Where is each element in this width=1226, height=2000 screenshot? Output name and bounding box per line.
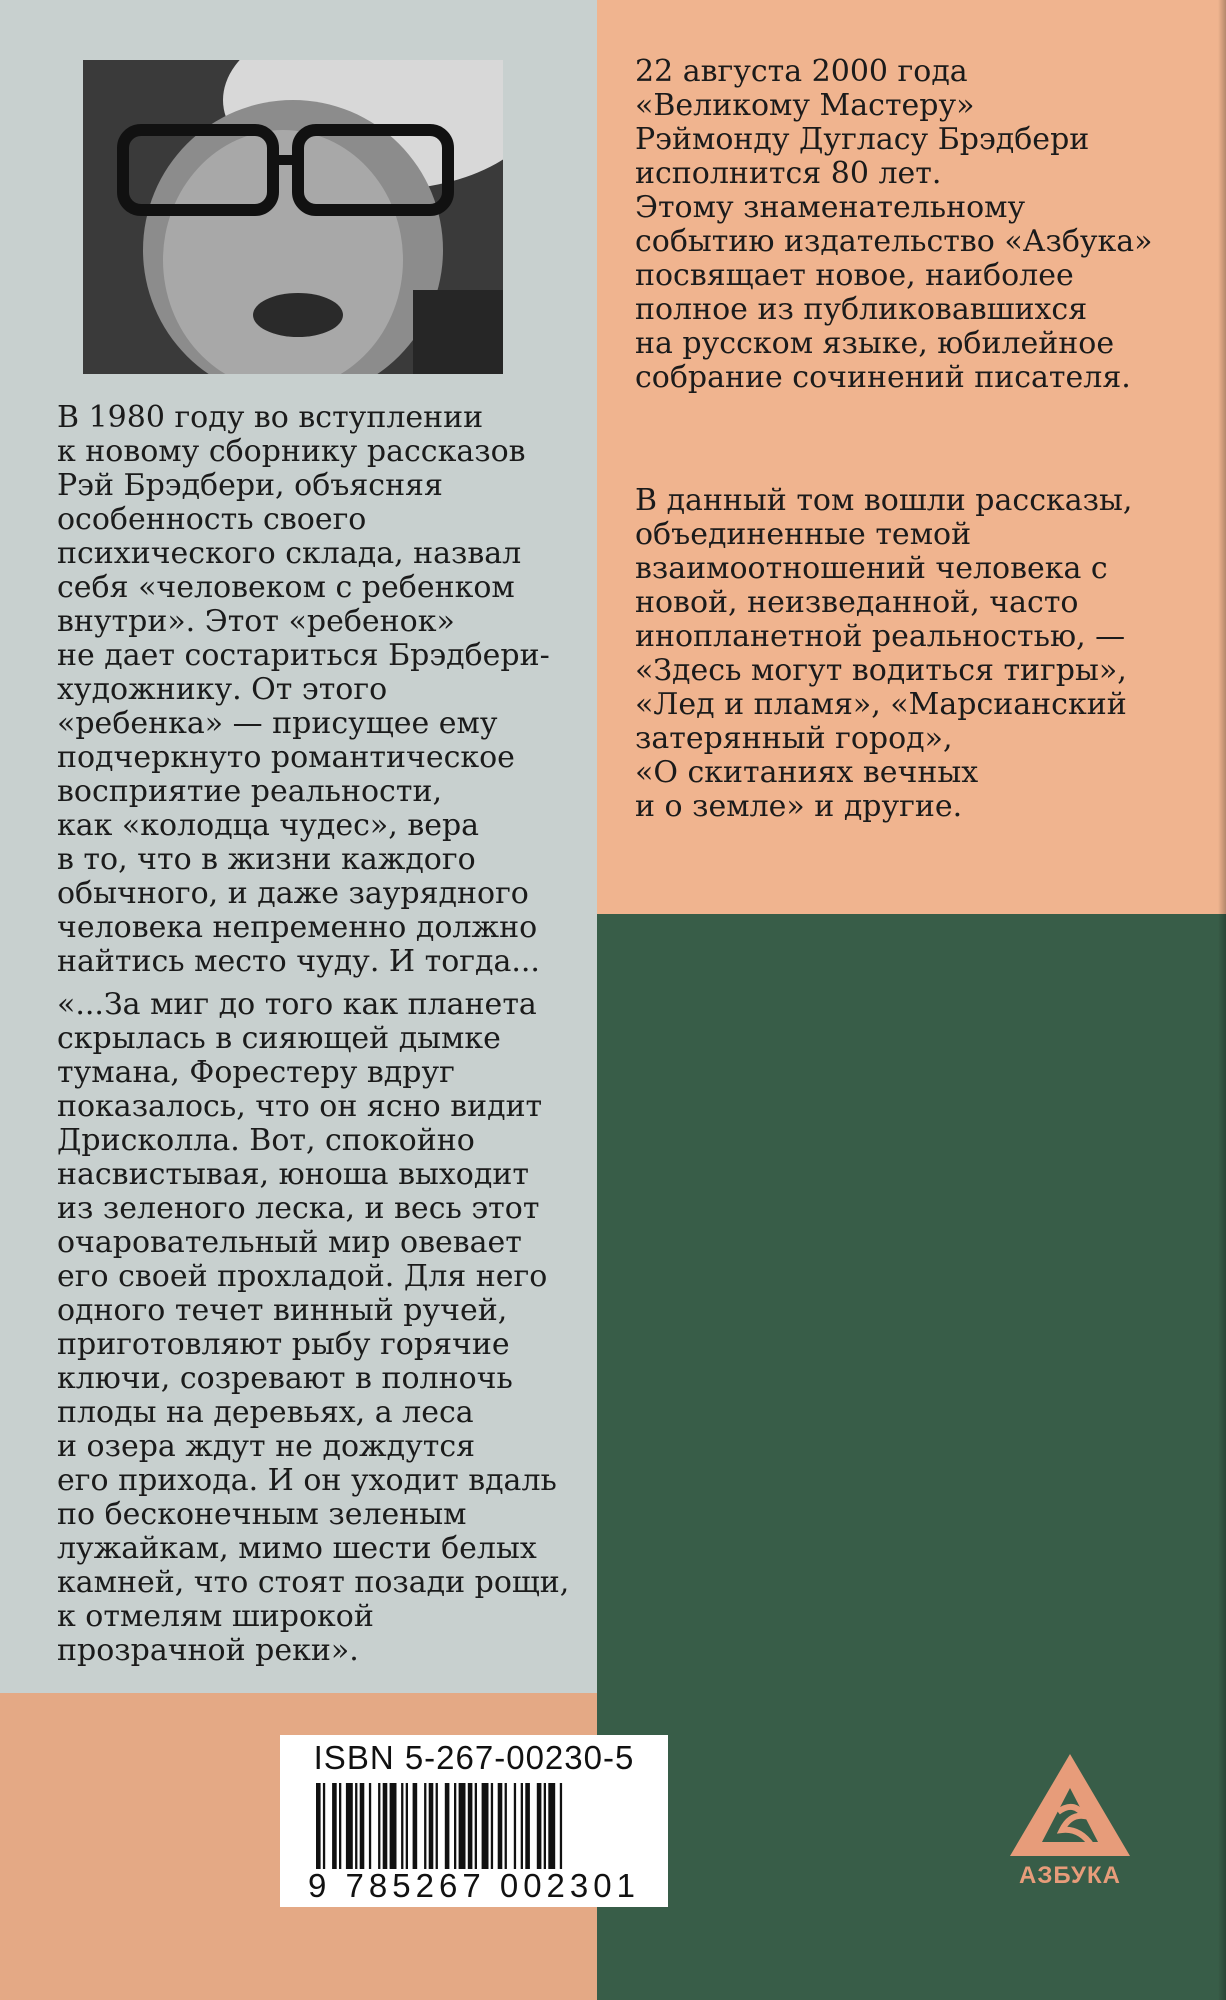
publisher-name: АЗБУКА <box>1019 1862 1121 1889</box>
barcode-bar <box>332 1783 337 1869</box>
barcode-bar <box>413 1783 418 1869</box>
bradbury-intro-text: В 1980 году во вступлении к новому сборнику рассказов Рэй Брэдбери, объясняя особенность своего психического склада, назвал себя «человеком с ребенком внутри». Этот «ребенок» не дает состариться Брэдбери- художнику. От этого «ребенка» — присущее ему подчеркнуто романтическое восприятие реальности, как «колодца чудес», вера в то, что в жизни каждого обычного, и даже заурядного человека непременно должно найтись место чуду. И тогда... <box>57 400 550 979</box>
barcode-bar <box>369 1783 371 1869</box>
barcode-bar <box>360 1783 365 1869</box>
ean-number: 9 785267 002301 <box>308 1867 640 1904</box>
barcode-bar <box>459 1783 466 1869</box>
volume-contents-text: В данный том вошли рассказы, объединенные темой взаимоотношений человека с новой, неизведанной, часто инопланетной реальностью, — «Здесь могут водиться тигры», «Лед и пламя», «Марсианский затерянный город», «О скитаниях вечных и о земле» и другие. <box>635 483 1133 824</box>
barcode-bar <box>383 1783 388 1869</box>
barcode-bar <box>316 1783 321 1869</box>
barcode-bar <box>355 1783 357 1869</box>
isbn-number: ISBN 5-267-00230-5 <box>313 1739 635 1776</box>
barcode-bar <box>544 1783 546 1869</box>
barcode-bars <box>316 1783 632 1869</box>
barcode-bar <box>378 1783 380 1869</box>
isbn-barcode <box>280 1735 668 1907</box>
barcode-bar <box>514 1783 516 1869</box>
barcode-bar <box>548 1783 555 1869</box>
barcode-bar <box>406 1783 408 1869</box>
barcode-bar <box>339 1783 341 1869</box>
barcode-bar <box>505 1783 507 1869</box>
anniversary-text: 22 августа 2000 года «Великому Мастеру» Рэймонду Дугласу Брэдбери исполнится 80 лет. Этому знаменательному событию издательство «Азбука» посвящает новое, наиболее полное из публиковавшихся на русском языке, юбилейное собрание сочинений писателя. <box>635 54 1153 395</box>
story-quote-text: «...За миг до того как планета скрылась в сияющей дымке тумана, Форестеру вдруг показалось, что он ясно видит Дрисколла. Вот, спокойно насвистывая, юноша выходит из зеленого леска, и весь этот очаровательный мир овевает его своей прохладой. Для него одного течет винный ручей, приготовляют рыбу горячие ключи, созревают в полночь плоды на деревьях, а леса и озера ждут не дождутся его прихода. И он уходит вдаль по бесконечным зеленым лужайкам, мимо шести белых камней, что стоят позади рощи, к отмелям широкой прозрачной реки». <box>57 987 570 1668</box>
barcode-bar <box>424 1783 426 1869</box>
barcode-bar <box>482 1783 489 1869</box>
barcode-bar <box>445 1783 450 1869</box>
barcode-bar <box>498 1783 503 1869</box>
barcode-bar <box>323 1783 325 1869</box>
barcode-bar <box>491 1783 493 1869</box>
cover-edge-shadow <box>1218 0 1226 2000</box>
publisher-logo <box>1000 1750 1140 1900</box>
barcode-bar <box>390 1783 397 1869</box>
barcode-bar <box>521 1783 523 1869</box>
barcode-bar <box>525 1783 530 1869</box>
barcode-bar <box>346 1783 353 1869</box>
barcode-bar <box>436 1783 438 1869</box>
azbuka-triangle-icon <box>1000 1750 1140 1860</box>
barcode-bar <box>537 1783 542 1869</box>
barcode-bar <box>560 1783 562 1869</box>
barcode-bar <box>429 1783 434 1869</box>
barcode-bar <box>401 1783 403 1869</box>
barcode-bar <box>475 1783 477 1869</box>
barcode-bar <box>468 1783 473 1869</box>
author-portrait <box>83 60 503 374</box>
barcode-bar <box>454 1783 456 1869</box>
